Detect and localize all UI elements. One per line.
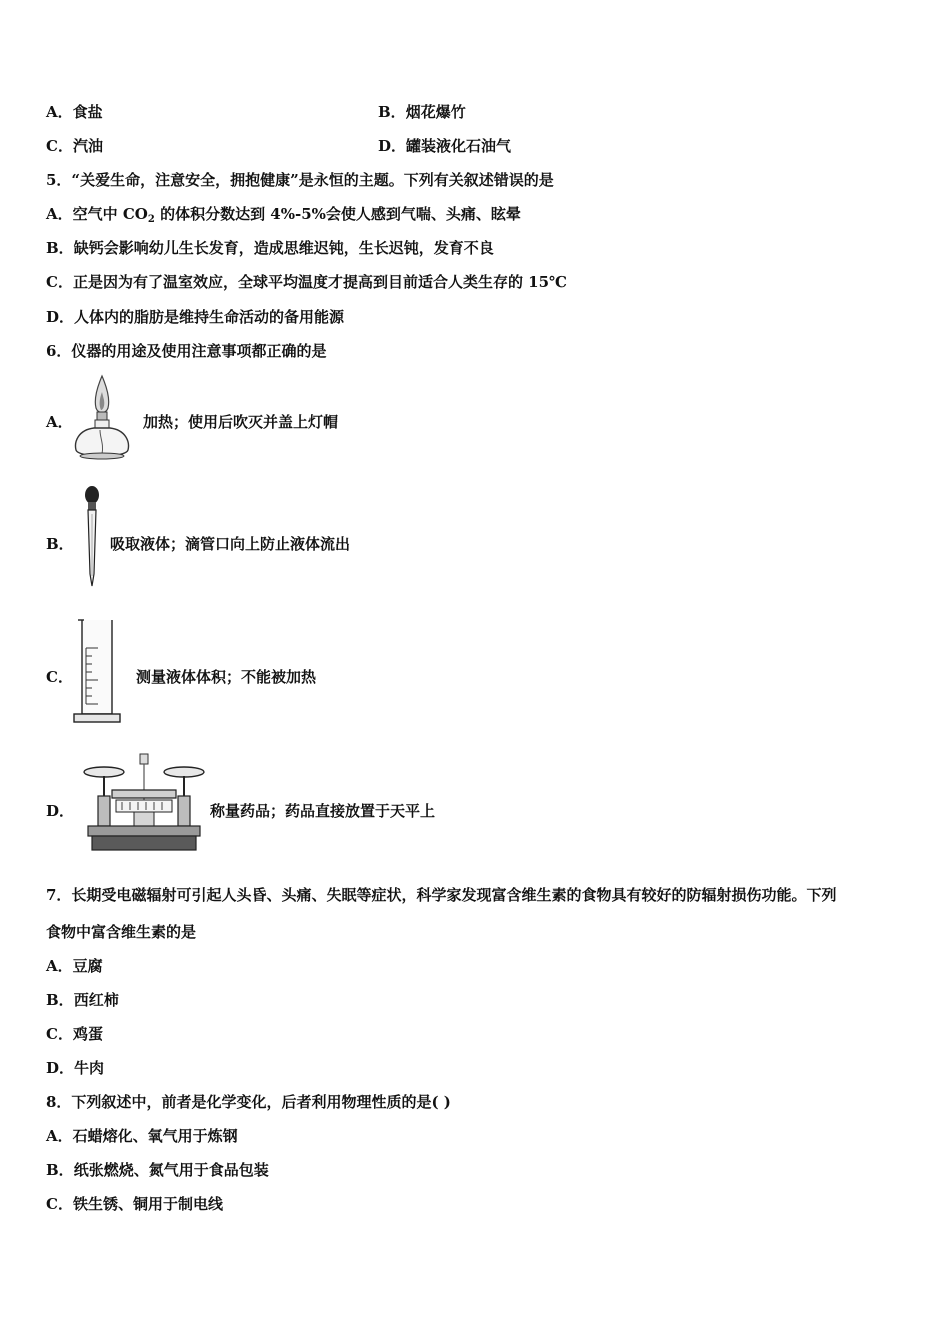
q6-option-d-label: D． bbox=[46, 802, 75, 820]
option-text: 纸张燃烧、氮气用于食品包装 bbox=[73, 1161, 269, 1179]
q8-stem: 8．下列叙述中，前者是化学变化，后者利用物理性质的是( ) bbox=[46, 1093, 451, 1111]
q7-stem-line-2: 食物中富含维生素的是 bbox=[46, 923, 197, 941]
option-label: A． bbox=[46, 205, 73, 223]
q4-option-d bbox=[378, 136, 511, 156]
q5-option-b bbox=[46, 238, 494, 258]
alcohol-lamp-figure bbox=[70, 372, 134, 464]
option-label: D． bbox=[46, 308, 75, 326]
option-text: 豆腐 bbox=[72, 957, 103, 975]
q8-option-c bbox=[46, 1194, 223, 1214]
option-label: A． bbox=[46, 103, 73, 121]
q4-option-a bbox=[46, 102, 103, 122]
q6-option-d-text: 称量药品；药品直接放置于天平上 bbox=[210, 802, 436, 820]
option-text-pre: 空气中 CO bbox=[72, 205, 148, 223]
q7-option-c bbox=[46, 1024, 103, 1044]
option-label: B． bbox=[46, 239, 74, 257]
option-text: 人体内的脂肪是维持生命活动的备用能源 bbox=[74, 308, 345, 326]
option-label: B． bbox=[378, 103, 406, 121]
option-text: 石蜡熔化、氧气用于炼钢 bbox=[72, 1127, 238, 1145]
q5-option-a bbox=[46, 204, 521, 230]
option-text: 食盐 bbox=[72, 103, 103, 121]
q7-option-b bbox=[46, 990, 119, 1010]
dropper-figure bbox=[80, 486, 104, 588]
option-label: C． bbox=[46, 1025, 73, 1043]
q7-option-a bbox=[46, 956, 103, 976]
option-text: 西红柿 bbox=[73, 991, 119, 1009]
q6-option-b-text: 吸取液体；滴管口向上防止液体流出 bbox=[110, 535, 351, 553]
balance-figure bbox=[82, 750, 206, 856]
option-text: 铁生锈、铜用于制电线 bbox=[72, 1195, 223, 1213]
option-label: D． bbox=[378, 137, 407, 155]
option-text: 缺钙会影响幼儿生长发育，造成思维迟钝，生长迟钝，发育不良 bbox=[73, 239, 494, 257]
option-text: 罐装液化石油气 bbox=[406, 137, 512, 155]
q6-option-c-text: 测量液体体积；不能被加热 bbox=[136, 668, 317, 686]
option-text: 牛肉 bbox=[74, 1059, 105, 1077]
option-label: C． bbox=[46, 1195, 73, 1213]
option-text-post: 的体积分数达到 4%-5%会使人感到气喘、头痛、眩晕 bbox=[154, 205, 521, 223]
option-text: 烟花爆竹 bbox=[405, 103, 466, 121]
q7-stem-line-1: 7．长期受电磁辐射可引起人头昏、头痛、失眠等症状，科学家发现富含维生素的食物具有较好的防辐射损伤功能。下列 bbox=[46, 886, 837, 904]
option-label: C． bbox=[46, 137, 73, 155]
graduated-cylinder-figure bbox=[72, 618, 122, 726]
option-label: B． bbox=[46, 991, 74, 1009]
option-text: 正是因为有了温室效应，全球平均温度才提高到目前适合人类生存的 15℃ bbox=[72, 273, 568, 291]
option-label: B． bbox=[46, 1161, 74, 1179]
q8-option-a bbox=[46, 1126, 238, 1146]
subscript: 2 bbox=[147, 214, 155, 225]
q4-option-b bbox=[378, 102, 466, 122]
q4-option-c bbox=[46, 136, 103, 156]
q5-stem: 5．“关爱生命，注意安全，拥抱健康”是永恒的主题。下列有关叙述错误的是 bbox=[46, 171, 554, 189]
q8-option-b bbox=[46, 1160, 269, 1180]
option-label: A． bbox=[46, 957, 73, 975]
q5-option-c bbox=[46, 272, 567, 292]
option-label: D． bbox=[46, 1059, 75, 1077]
q6-stem: 6．仪器的用途及使用注意事项都正确的是 bbox=[46, 342, 327, 360]
option-text: 鸡蛋 bbox=[72, 1025, 103, 1043]
q6-option-c-label: C． bbox=[46, 668, 73, 686]
option-label: A． bbox=[46, 1127, 73, 1145]
q7-option-d bbox=[46, 1058, 104, 1078]
q6-option-a-label: A． bbox=[46, 413, 73, 431]
q6-option-a-text: 加热；使用后吹灭并盖上灯帽 bbox=[143, 413, 339, 431]
option-label: C． bbox=[46, 273, 73, 291]
q6-option-b-label: B． bbox=[46, 535, 74, 553]
option-text: 汽油 bbox=[72, 137, 103, 155]
q5-option-d bbox=[46, 307, 344, 327]
